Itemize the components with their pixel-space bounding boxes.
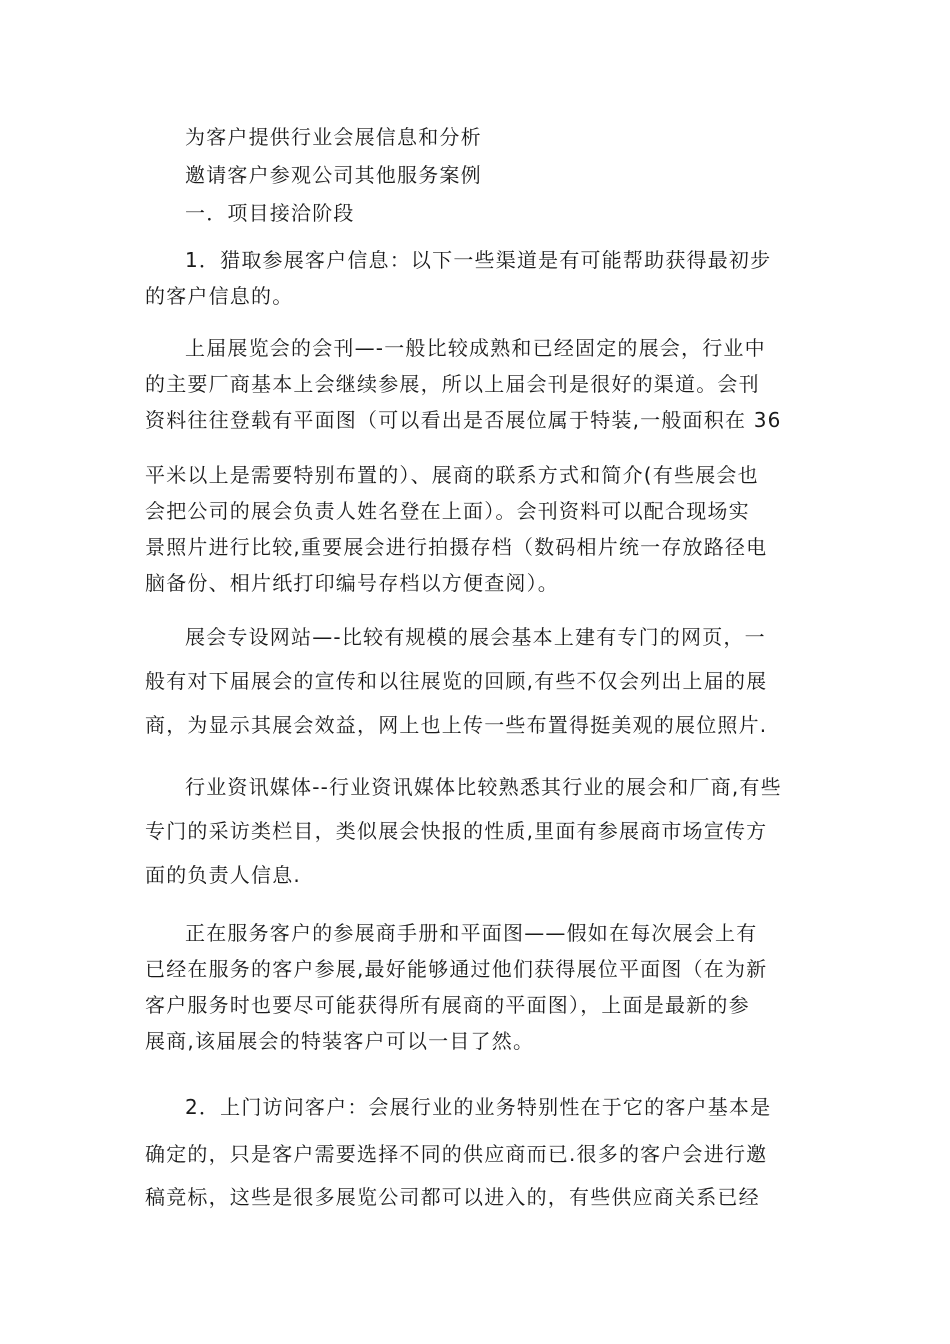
intro-line: 邀请客户参观公司其他服务案例 xyxy=(185,163,482,187)
paragraph-line: 脑备份、相片纸打印编号存档以方便查阅）。 xyxy=(145,571,559,595)
paragraph-line: 商，为显示其展会效益，网上也上传一些布置得挺美观的展位照片. xyxy=(145,713,768,737)
paragraph xyxy=(145,765,810,897)
paragraph-line: 专门的采访类栏目，类似展会快报的性质,里面有参展商市场宣传方 xyxy=(145,819,768,843)
paragraph-line: 的客户信息的。 xyxy=(145,284,294,308)
paragraph-line: 景照片进行比较,重要展会进行拍摄存档（数码相片统一存放路径电 xyxy=(145,535,768,559)
paragraph-line: 展会专设网站—-比较有规模的展会基本上建有专门的网页，一 xyxy=(185,625,766,649)
paragraph-line: 资料往往登载有平面图（可以看出是否展位属于特装,一般面积在 36 xyxy=(145,408,782,432)
paragraph xyxy=(145,615,810,747)
paragraph-line: 展商,该届展会的特装客户可以一目了然。 xyxy=(145,1029,535,1053)
intro-block xyxy=(145,118,810,232)
paragraph-line: 2．上门访问客户：会展行业的业务特别性在于它的客户基本是 xyxy=(185,1095,772,1119)
paragraph-line: 已经在服务的客户参展,最好能够通过他们获得展位平面图（在为新 xyxy=(145,957,768,981)
intro-line: 为客户提供行业会展信息和分析 xyxy=(185,125,482,149)
paragraph-line: 稿竞标，这些是很多展览公司都可以进入的，有些供应商关系已经 xyxy=(145,1185,760,1209)
paragraph xyxy=(145,242,810,314)
paragraph-line: 面的负责人信息. xyxy=(145,863,301,887)
paragraph-line: 正在服务客户的参展商手册和平面图——假如在每次展会上有 xyxy=(185,921,758,945)
paragraph-line: 般有对下届展会的宣传和以往展览的回顾,有些不仅会列出上届的展 xyxy=(145,669,768,693)
paragraph-line: 确定的，只是客户需要选择不同的供应商而已.很多的客户会进行邀 xyxy=(145,1142,768,1166)
paragraph-line: 会把公司的展会负责人姓名登在上面）。会刊资料可以配合现场实 xyxy=(145,499,750,523)
paragraph-line: 上届展览会的会刊—-一般比较成熟和已经固定的展会，行业中 xyxy=(185,336,766,360)
document-body xyxy=(145,118,810,1215)
paragraph-line: 行业资讯媒体--行业资讯媒体比较熟悉其行业的展会和厂商,有些 xyxy=(185,775,782,799)
paragraph-line: 平米以上是需要特别布置的）、展商的联系方式和简介(有些展会也 xyxy=(145,463,759,487)
paragraph xyxy=(145,915,810,1059)
paragraph xyxy=(145,1085,810,1215)
section-heading: 一．项目接洽阶段 xyxy=(185,201,355,225)
paragraph xyxy=(145,330,810,601)
paragraph-line: 客户服务时也要尽可能获得所有展商的平面图），上面是最新的参 xyxy=(145,993,750,1017)
paragraph-line: 1．猎取参展客户信息：以下一些渠道是有可能帮助获得最初步 xyxy=(185,248,772,272)
paragraph-line: 的主要厂商基本上会继续参展，所以上届会刊是很好的渠道。会刊 xyxy=(145,372,760,396)
